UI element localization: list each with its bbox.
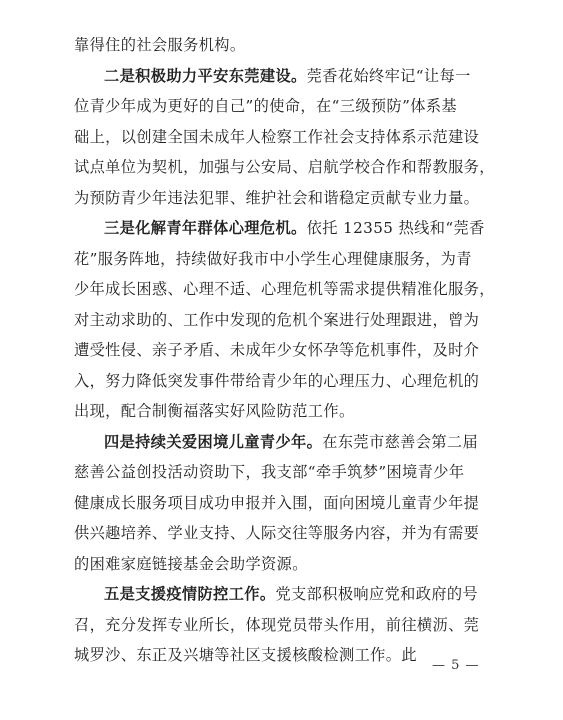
line-text: 位青少年成为更好的自己”的使命，在“三级预防”体系基 bbox=[74, 97, 458, 115]
line-text: 础上，以创建全国未成年人检察工作社会支持体系示范建设 bbox=[74, 127, 480, 146]
text-line bbox=[74, 244, 504, 275]
paragraph-heading: 二是积极助力平安东莞建设。 bbox=[104, 66, 307, 85]
paragraph-heading: 三是化解青年群体心理危机。 bbox=[104, 219, 307, 237]
line-text: 试点单位为契机，加强与公安局、启航学校合作和帮教服务， bbox=[74, 158, 495, 176]
line-text: 入，努力降低突发事件带给青少年的心理压力、心理危机的 bbox=[74, 371, 480, 390]
line-text: 莞香花始终牢记“让每一 bbox=[306, 66, 471, 85]
line-text: 党支部积极响应党和政府的号 bbox=[275, 585, 479, 603]
text-line bbox=[74, 122, 504, 153]
text-line bbox=[74, 335, 504, 366]
line-text: 少年成长困惑、心理不适、心理危机等需求提供精准化服务， bbox=[74, 280, 495, 298]
text-line bbox=[74, 305, 504, 336]
text-line bbox=[74, 366, 504, 397]
page-number: — 5 — bbox=[432, 658, 480, 673]
body-text bbox=[74, 30, 504, 671]
text-line bbox=[74, 488, 504, 519]
line-text: 遭受性侵、亲子矛盾、未成年少女怀孕等危机事件，及时介 bbox=[74, 341, 480, 359]
paragraph-start-line bbox=[74, 61, 504, 92]
line-text: 在东莞市慈善会第二届 bbox=[322, 432, 479, 451]
text-line bbox=[74, 183, 504, 214]
line-text: 花”服务阵地，持续做好我市中小学生心理健康服务，为青 bbox=[74, 249, 472, 268]
text-line bbox=[74, 152, 504, 183]
text-line bbox=[74, 518, 504, 549]
text-line bbox=[74, 610, 504, 641]
line-text: 出现，配合制衡福落实好风险防范工作。 bbox=[74, 402, 355, 420]
paragraph-start-line bbox=[74, 579, 504, 610]
line-text: 靠得住的社会服务机构。 bbox=[74, 36, 246, 54]
line-text: 供兴趣培养、学业支持、人际交往等服务内容，并为有需要 bbox=[74, 524, 480, 542]
text-line bbox=[74, 91, 504, 122]
text-line bbox=[74, 30, 504, 61]
text-line bbox=[74, 396, 504, 427]
line-text: 健康成长服务项目成功申报并入围，面向困境儿童青少年提 bbox=[74, 493, 480, 512]
text-line bbox=[74, 274, 504, 305]
line-text: 对主动求助的、工作中发现的危机个案进行处理跟进，曾为 bbox=[74, 310, 480, 329]
line-text: 慈善公益创投活动资助下，我支部“牵手筑梦”困境青少年 bbox=[74, 463, 465, 481]
line-text: 召，充分发挥专业所长，体现党员带头作用，前往横沥、莞 bbox=[74, 615, 480, 634]
text-line bbox=[74, 549, 504, 580]
line-text: 依托 12355 热线和“莞香 bbox=[306, 219, 485, 237]
paragraph-start-line bbox=[74, 427, 504, 458]
line-text: 为预防青少年违法犯罪、维护社会和谐稳定贡献专业力量。 bbox=[74, 188, 480, 207]
paragraph-heading: 四是持续关爱困境儿童青少年。 bbox=[104, 432, 323, 451]
paragraph-start-line bbox=[74, 213, 504, 244]
line-text: 的困难家庭链接基金会助学资源。 bbox=[74, 554, 308, 573]
line-text: 城罗沙、东正及兴塘等社区支援核酸检测工作。此 bbox=[74, 646, 417, 664]
text-line bbox=[74, 457, 504, 488]
paragraph-heading: 五是支援疫情防控工作。 bbox=[104, 585, 276, 603]
